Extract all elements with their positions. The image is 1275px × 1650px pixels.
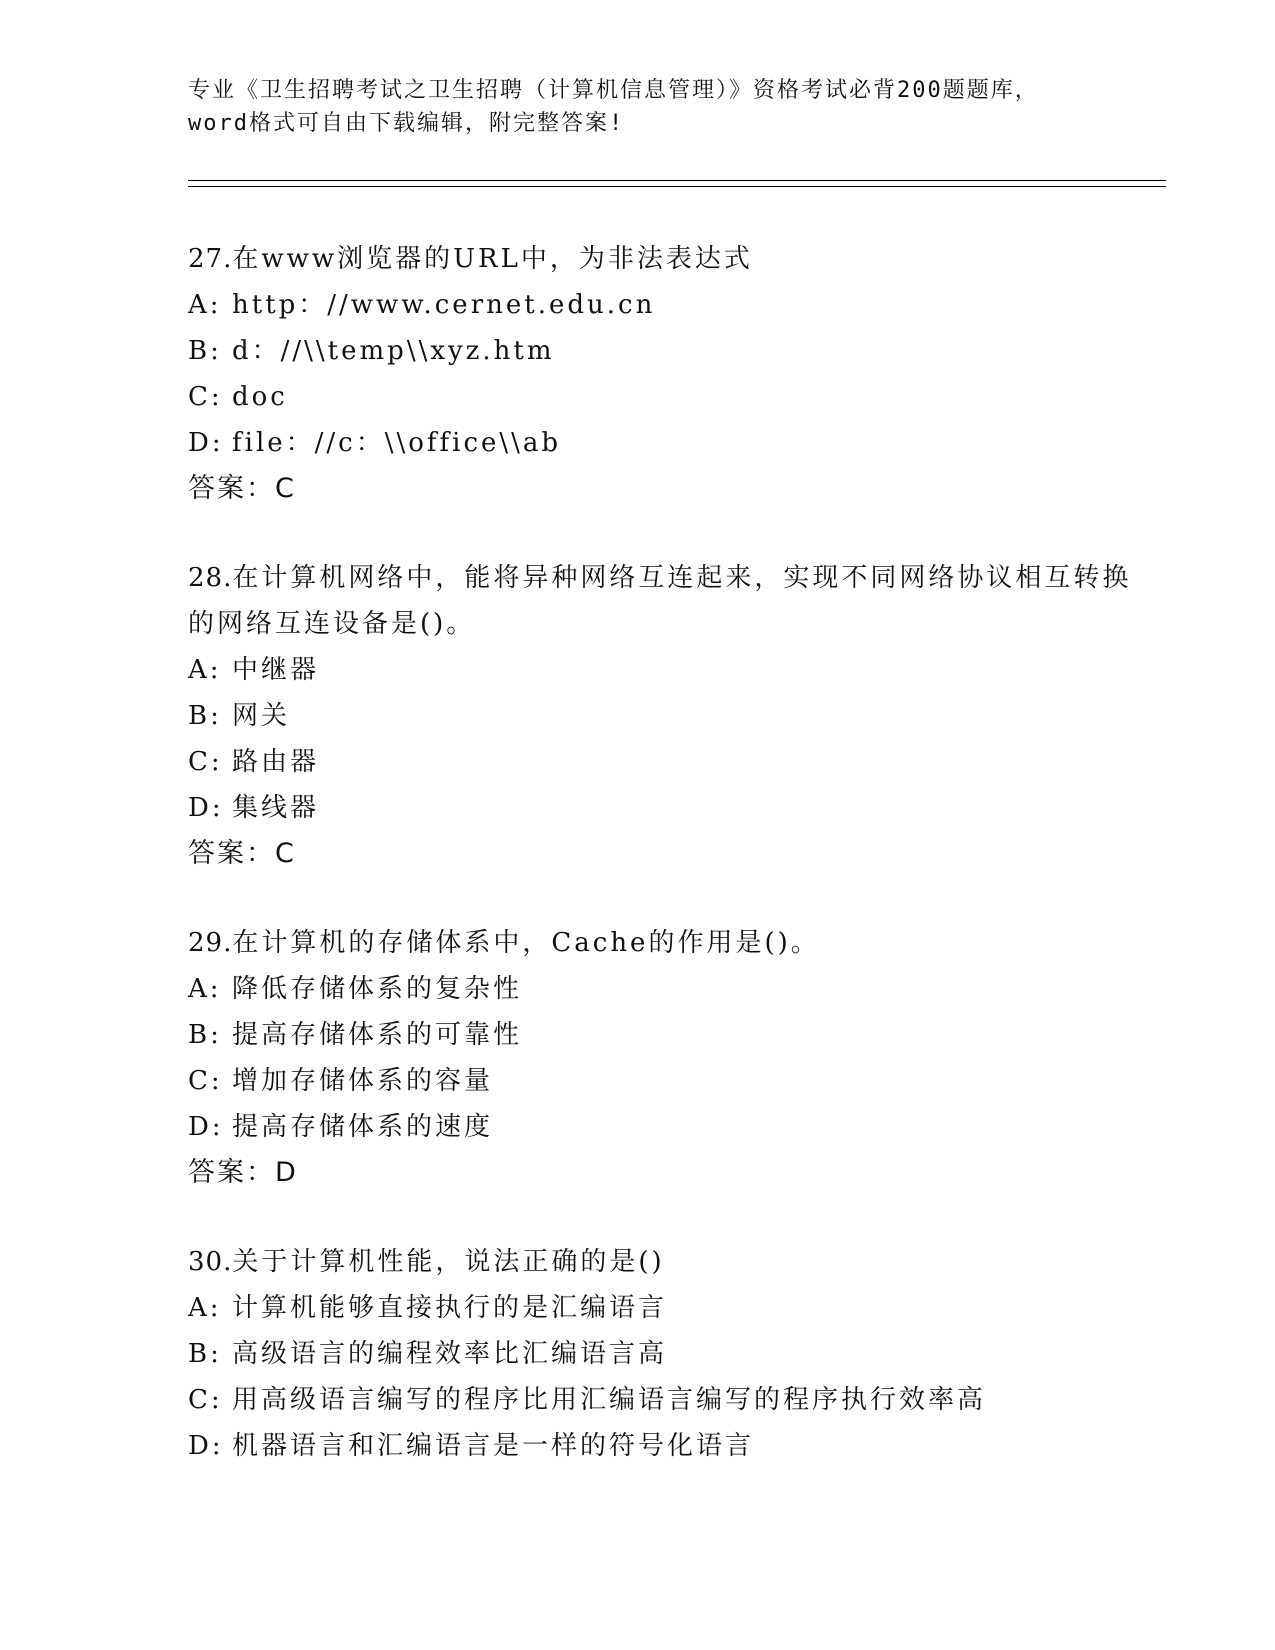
option-a: [188, 1285, 1148, 1331]
option-key: D:: [188, 428, 224, 458]
option-a: [188, 966, 1148, 1012]
option-text: d：//\\temp\\xyz.htm: [232, 336, 555, 366]
answer-line: 答案：D: [188, 1157, 298, 1188]
document-header: [188, 74, 1108, 140]
option-text: doc: [232, 382, 288, 412]
option-key: D:: [188, 793, 224, 823]
option-key: B:: [188, 1020, 222, 1050]
header-line-1: 专业《卫生招聘考试之卫生招聘（计算机信息管理）》资格考试必背200题题库，: [188, 78, 1039, 103]
option-text: 降低存储体系的复杂性: [232, 974, 523, 1004]
question-30: [188, 1239, 1148, 1469]
option-key: C:: [188, 1385, 223, 1415]
option-text: http：//www.cernet.edu.cn: [232, 290, 656, 320]
option-key: B:: [188, 336, 222, 366]
option-key: A:: [188, 655, 222, 685]
question-28: [188, 555, 1148, 877]
question-text: 在计算机的存储体系中，Cache的作用是()。: [232, 928, 820, 958]
option-text: 计算机能够直接执行的是汇编语言: [232, 1293, 668, 1323]
option-text: 机器语言和汇编语言是一样的符号化语言: [232, 1431, 755, 1461]
option-key: A:: [188, 290, 222, 320]
option-key: B:: [188, 1339, 222, 1369]
option-key: A:: [188, 974, 222, 1004]
option-text: 用高级语言编写的程序比用汇编语言编写的程序执行效率高: [232, 1385, 987, 1415]
option-text: 中继器: [232, 655, 320, 685]
option-key: C:: [188, 747, 223, 777]
option-b: [188, 1331, 1148, 1377]
option-d: [188, 785, 1148, 831]
option-text: 增加存储体系的容量: [232, 1066, 494, 1096]
header-line-2: word格式可自由下载编辑，附完整答案!: [188, 111, 625, 136]
option-text: 提高存储体系的可靠性: [232, 1020, 523, 1050]
option-b: [188, 1012, 1148, 1058]
question-29: [188, 920, 1148, 1196]
option-text: 提高存储体系的速度: [232, 1112, 494, 1142]
option-a: [188, 647, 1148, 693]
option-d: [188, 1423, 1148, 1469]
option-a: [188, 282, 1148, 328]
header-divider-bottom: [188, 186, 1166, 187]
option-c: [188, 739, 1148, 785]
question-stem: [188, 920, 1148, 966]
option-text: 高级语言的编程效率比汇编语言高: [232, 1339, 668, 1369]
option-c: [188, 1058, 1148, 1104]
question-stem: [188, 236, 1148, 282]
option-text: file：//c：\\office\\ab: [232, 428, 562, 458]
option-text: 路由器: [232, 747, 320, 777]
header-divider-top: [188, 180, 1166, 181]
question-number: 28.: [188, 563, 233, 593]
answer-line: 答案：C: [188, 838, 296, 869]
option-b: [188, 328, 1148, 374]
option-key: B:: [188, 701, 222, 731]
option-d: [188, 1104, 1148, 1150]
question-text: 在计算机网络中，能将异种网络互连起来，实现不同网络协议相互转换的网络互连设备是()。: [188, 563, 1132, 639]
option-key: D:: [188, 1112, 224, 1142]
option-c: [188, 374, 1148, 420]
option-text: 集线器: [232, 793, 320, 823]
question-number: 27.: [188, 244, 233, 274]
question-number: 29.: [188, 928, 233, 958]
question-list: [188, 236, 1148, 1512]
option-c: [188, 1377, 1148, 1423]
option-text: 网关: [232, 701, 291, 731]
option-key: C:: [188, 1066, 223, 1096]
option-b: [188, 693, 1148, 739]
question-number: 30.: [188, 1247, 233, 1277]
option-key: A:: [188, 1293, 222, 1323]
answer-line: 答案：C: [188, 473, 296, 504]
question-text: 在www浏览器的URL中，为非法表达式: [232, 244, 753, 274]
option-key: C:: [188, 382, 223, 412]
question-stem: [188, 1239, 1148, 1285]
question-text: 关于计算机性能，说法正确的是(): [232, 1247, 665, 1277]
question-stem: [188, 555, 1148, 647]
option-key: D:: [188, 1431, 224, 1461]
option-d: [188, 420, 1148, 466]
question-27: [188, 236, 1148, 512]
